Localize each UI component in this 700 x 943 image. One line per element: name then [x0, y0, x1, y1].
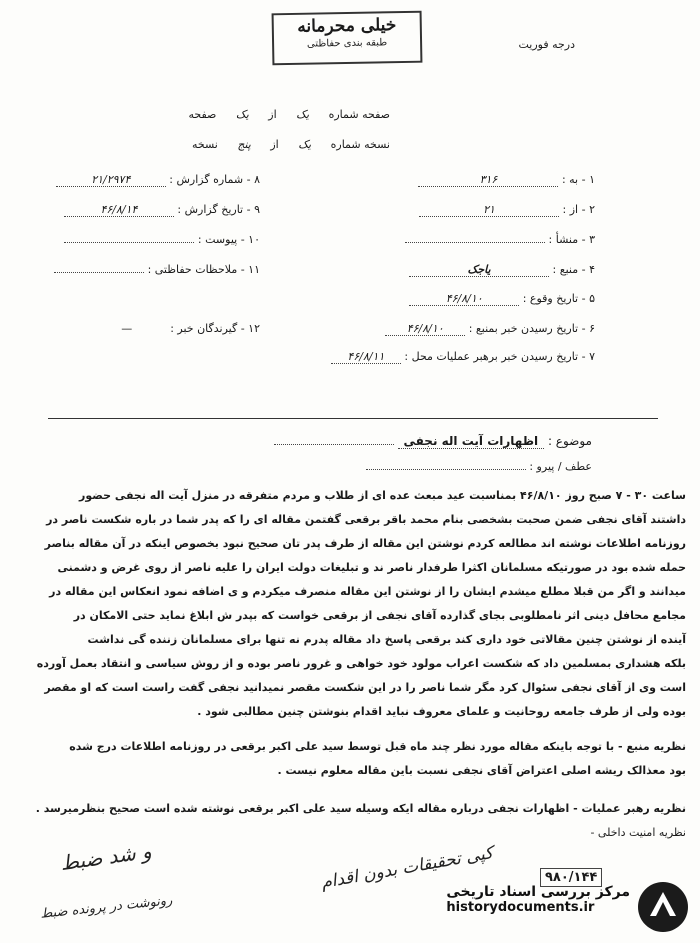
field-origin-label: ۳ - منشأ :: [548, 233, 595, 246]
body-line-3: روزنامه اطلاعات نوشته اند مطالعه کردم نوشتن این مقاله از طرف پدر تان صحیح نبود بخصوص اینکه در آن مقاله بناصر: [44, 537, 686, 550]
body-line-10: بوده ولی از طرف جامعه روحانیت و علمای معروف نباید اقدام بنوشتن چنین مطالبی شود .: [197, 705, 686, 718]
field-recipients: [87, 322, 260, 335]
field-report-date-value: ۴۶/۸/۱۴: [64, 203, 174, 217]
field-event-date-label: ۵ - تاریخ وقوع :: [522, 292, 595, 305]
field-origin-value: [405, 242, 545, 243]
field-from-label: ۲ - از :: [562, 203, 595, 216]
field-recipients-value: —: [121, 322, 133, 335]
field-report-number-label: ۸ - شماره گزارش :: [169, 173, 260, 186]
signature-center: کپی تحقیقات بدون اقدام: [319, 843, 495, 893]
copy-number-label: نسخه شماره: [330, 138, 390, 151]
field-to: [418, 173, 595, 187]
subject-line: [274, 434, 592, 449]
field-origin: [405, 233, 595, 246]
classification-stamp: [272, 11, 423, 66]
source-opinion-line-2: بود معذالک ریشه اصلی اعتراض آقای نجفی نسبت باین مقاله معلوم نیست .: [277, 764, 686, 777]
field-recipients-label: ۱۲ - گیرندگان خبر :: [170, 322, 260, 335]
field-from-value: ۲۱: [419, 203, 559, 217]
field-source-label: ۴ - منبع :: [552, 263, 595, 276]
field-security-notes-value: [54, 272, 144, 273]
field-report-number: [56, 173, 260, 187]
page-number-label: صفحه شماره: [328, 108, 390, 121]
reference-value: [366, 469, 526, 470]
field-from: [419, 203, 595, 217]
field-report-date-label: ۹ - تاریخ گزارش :: [177, 203, 260, 216]
stamp-title: خیلی محرمانه: [297, 15, 397, 37]
copy-of-label: از: [270, 138, 279, 151]
field-leader-receipt-date-label: ۷ - تاریخ رسیدن خبر برهبر عملیات محل :: [404, 350, 595, 363]
body-line-6: مجامع محافل دینی اثر نامطلوبی بجای گذارده آقای نجفی از برقعی خواست که بپدر ش ابلاغ نماید حتی الامکان در: [73, 609, 686, 622]
body-line-7: آینده از نوشتن چنین مقالاتی خود داری کند برقعی پاسخ داد مقاله پدرم نه تنها برای مسلمانان زننده گی نداشت: [87, 633, 686, 646]
field-attachment-value: [64, 242, 194, 243]
field-attachment-label: ۱۰ - پیوست :: [197, 233, 260, 246]
signature-left-top: و شد ضبط: [58, 838, 153, 876]
field-event-date-value: ۴۶/۸/۱۰: [409, 292, 519, 306]
field-report-date: [64, 203, 260, 217]
watermark-text: [446, 884, 630, 915]
field-event-date: [409, 292, 595, 306]
security-opinion: نظریه امنیت داخلی -: [590, 826, 686, 839]
watermark-fa: مرکز بررسی اسناد تاریخی: [446, 884, 630, 900]
source-opinion-line-1: نظریه منبع - با توجه باینکه مقاله مورد نظر چند ماه قبل توسط سید علی اکبر برقعی در روزنامه اطلاعات درج شده: [69, 740, 686, 753]
body-line-5: میدانند و اگر من قبلا مطلع میشدم ایشان را از نوشتن این مقاله منصرف میکردم و ی اضافه نمود انعکاس این مقاله در: [49, 585, 686, 598]
priority-label: درجه فوریت: [518, 38, 575, 51]
field-security-notes: [54, 263, 260, 276]
page-of-label: از: [268, 108, 277, 121]
body-line-2: داشتند آقای نجفی ضمن صحبت بشخصی بنام محمد باقر برقعی گفتمن مقاله ای را که پدر شما در باره شکست ناصر در: [46, 513, 686, 526]
field-leader-receipt-date: [331, 350, 595, 364]
subject-value: اظهارات آیت اله نجفی: [398, 434, 545, 449]
field-source-receipt-date: [385, 322, 595, 336]
page-number-value: یک: [296, 108, 310, 121]
copy-number-line: [192, 138, 390, 151]
field-report-number-value: ۲۱/۲۹۷۴: [56, 173, 166, 187]
page-number-line: [188, 108, 390, 121]
field-leader-receipt-date-value: ۴۶/۸/۱۱: [331, 350, 401, 364]
leader-opinion: نظریه رهبر عملیات - اظهارات نجفی درباره مقاله ایکه وسیله سید علی اکبر برقعی نوشته شده است صحیح بنظرمیرسد .: [35, 802, 686, 815]
page-suffix: صفحه: [188, 108, 217, 121]
page-total-value: یک: [235, 108, 249, 121]
field-source-value: یاجک: [409, 263, 549, 277]
body-line-9: است وی از آقای نجفی سئوال کرد مگر شما ناصر را در این شکست مقصر نمیدانید نجفی گفت راست است که او مقصر: [44, 681, 686, 694]
section-divider: [48, 418, 658, 419]
copy-suffix: نسخه: [191, 138, 218, 151]
reference-line: [366, 460, 592, 473]
field-source-receipt-date-value: ۴۶/۸/۱۰: [385, 322, 465, 336]
signature-left-bottom: رونوشت در پرونده ضبط: [39, 893, 174, 922]
stamp-subtitle: طبقه بندی حفاظتی: [306, 37, 388, 50]
watermark-url: historydocuments.ir: [446, 900, 595, 915]
copy-total-value: پنج: [237, 138, 251, 151]
body-line-8: بلکه هشداری بمسلمین داد که شکست اعراب مولود خود خواهی و غرور ناصر بوده و از روش سیاسی و انتقاد بعمل آورده: [36, 657, 686, 670]
field-to-label: ۱ - به :: [561, 173, 595, 186]
copy-number-value: یک: [298, 138, 312, 151]
field-to-value: ۳۱۶: [418, 173, 558, 187]
body-line-1: ساعت ۳۰ - ۷ صبح روز ۴۶/۸/۱۰ بمناسبت عید مبعث عده ای از طلاب و مردم متفرقه در منزل آیت اله نجفی حضور: [79, 489, 686, 502]
subject-label: موضوع :: [547, 434, 592, 448]
reference-label: عطف / پیرو :: [529, 460, 592, 473]
body-line-4: حمله شده بود در صورتیکه مسلمانان اکثرا طرفدار ناصر ند و تبلیغات دولت ایران را علیه ناصر از روی غرض و دشمنی: [57, 561, 686, 574]
field-source-receipt-date-label: ۶ - تاریخ رسیدن خبر بمنبع :: [468, 322, 595, 335]
field-source: [409, 263, 595, 277]
receipt-number-stamp: ۹۸۰/۱۴۴: [540, 868, 602, 887]
watermark-logo-icon: [636, 880, 690, 934]
field-attachment: [64, 233, 260, 246]
field-security-notes-label: ۱۱ - ملاحظات حفاظتی :: [147, 263, 260, 276]
